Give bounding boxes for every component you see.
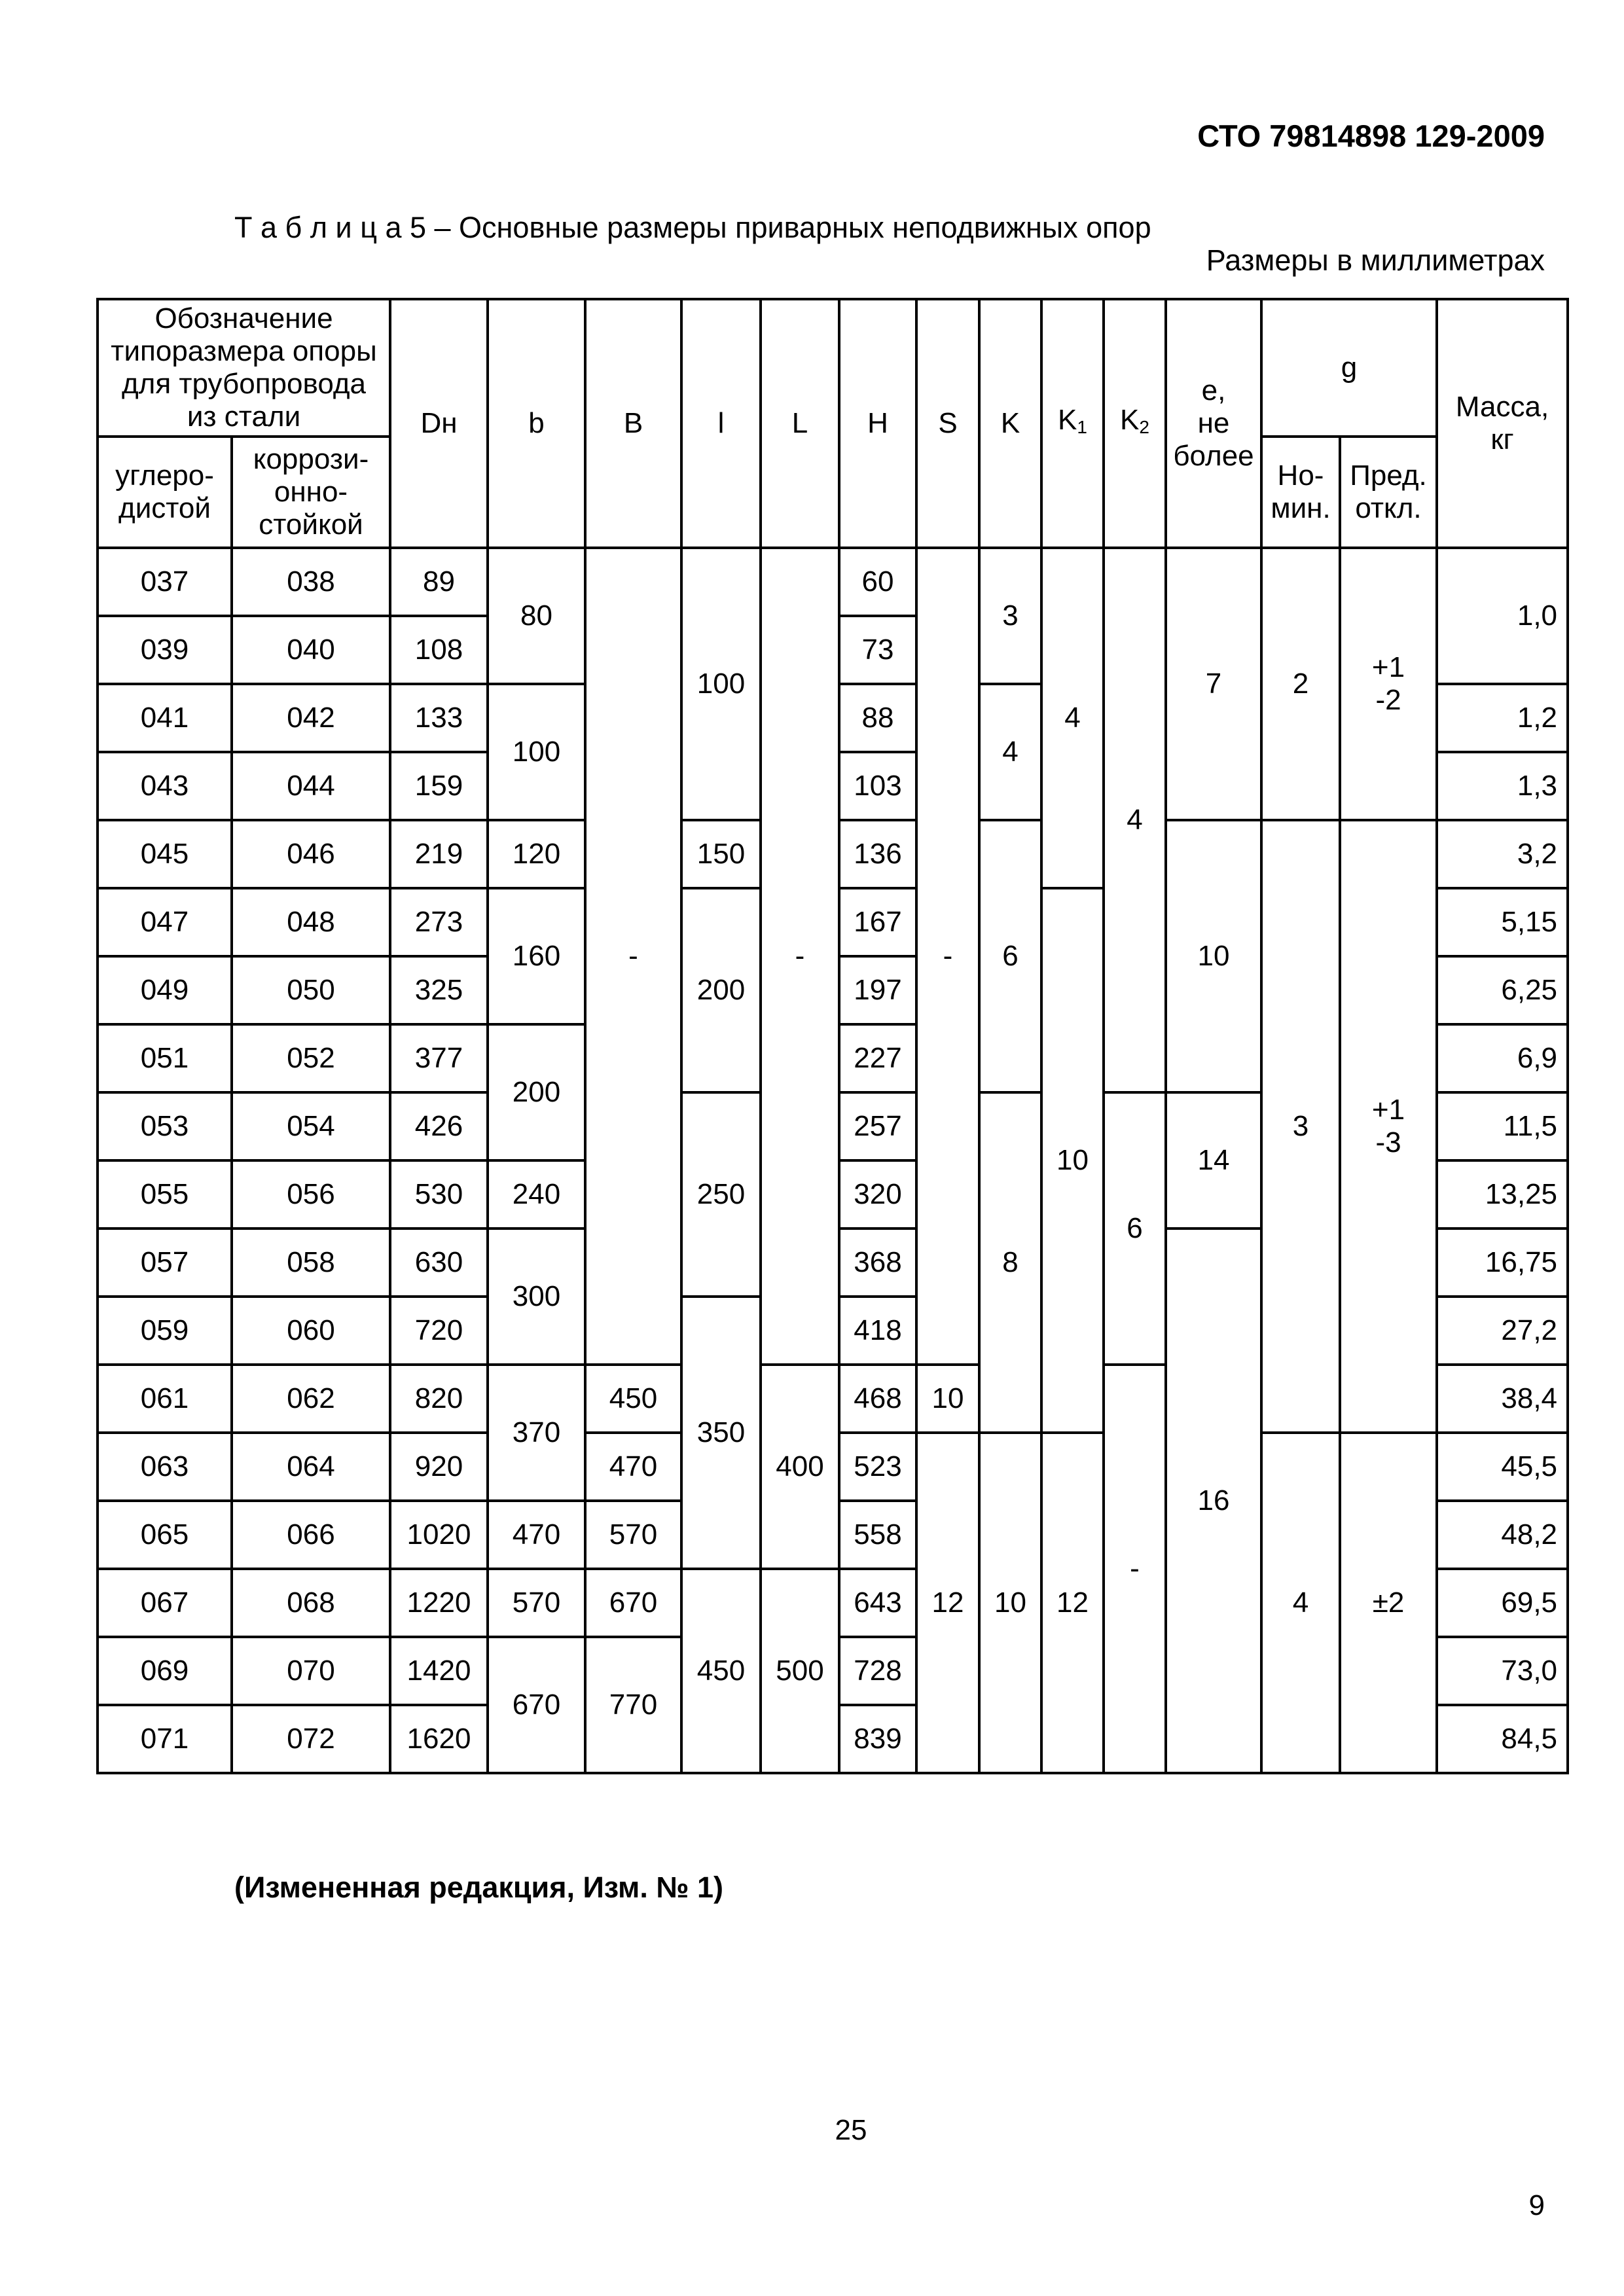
cell-carbon: 057 [98,1229,232,1297]
cell-b: 370 [488,1365,585,1501]
header-l: l [681,299,761,548]
header-g: g [1261,299,1437,437]
cell-H: 167 [839,888,916,956]
cell-carbon: 059 [98,1297,232,1365]
cell-carbon: 061 [98,1365,232,1433]
header-L: L [761,299,839,548]
cell-g-nominal: 4 [1261,1433,1340,1773]
cell-corrosion: 052 [232,1024,390,1092]
sheet-number: 9 [1528,2189,1545,2221]
cell-dn: 1620 [390,1705,488,1773]
cell-H: 60 [839,548,916,616]
cell-b: 670 [488,1637,585,1773]
cell-b: 200 [488,1024,585,1160]
cell-mass: 1,2 [1437,684,1568,752]
cell-e: 14 [1166,1092,1261,1229]
cell-L: 400 [761,1365,839,1569]
amendment-note: (Измененная редакция, Изм. № 1) [234,1871,724,1904]
cell-dn: 89 [390,548,488,616]
cell-carbon: 047 [98,888,232,956]
cell-dn: 377 [390,1024,488,1092]
cell-dn: 325 [390,956,488,1024]
dimensions-table [96,298,1569,1774]
cell-carbon: 065 [98,1501,232,1569]
cell-H: 839 [839,1705,916,1773]
cell-K: 8 [979,1092,1041,1433]
cell-K: 3 [979,548,1041,684]
cell-corrosion: 038 [232,548,390,616]
table-caption: Т а б л и ц а 5 – Основные размеры приварных неподвижных опор [234,211,1151,244]
cell-H: 136 [839,820,916,888]
cell-l: 150 [681,820,761,888]
cell-b: 160 [488,888,585,1024]
cell-corrosion: 062 [232,1365,390,1433]
cell-K: 6 [979,820,1041,1092]
cell-g-deviation: +1 -3 [1340,820,1437,1433]
cell-dn: 133 [390,684,488,752]
cell-dn: 108 [390,616,488,684]
cell-e: 10 [1166,820,1261,1092]
cell-g-deviation: +1 -2 [1340,548,1437,820]
cell-corrosion: 042 [232,684,390,752]
cell-H: 320 [839,1160,916,1229]
cell-mass: 6,25 [1437,956,1568,1024]
cell-corrosion: 058 [232,1229,390,1297]
cell-dn: 530 [390,1160,488,1229]
cell-corrosion: 044 [232,752,390,820]
cell-B: 450 [585,1365,681,1433]
cell-H: 257 [839,1092,916,1160]
cell-mass: 73,0 [1437,1637,1568,1705]
cell-carbon: 067 [98,1569,232,1637]
header-g-deviation: Пред. откл. [1340,437,1437,548]
cell-mass: 11,5 [1437,1092,1568,1160]
cell-mass: 16,75 [1437,1229,1568,1297]
cell-corrosion: 060 [232,1297,390,1365]
cell-H: 643 [839,1569,916,1637]
cell-dn: 1020 [390,1501,488,1569]
header-e: е, не более [1166,299,1261,548]
header-g-nominal: Но- мин. [1261,437,1340,548]
cell-dn: 720 [390,1297,488,1365]
cell-corrosion: 070 [232,1637,390,1705]
page-number: 25 [835,2114,867,2146]
table-row [98,548,1568,616]
cell-H: 88 [839,684,916,752]
header-K1: $K_1$ [1041,299,1104,548]
document-code: СТО 79814898 129-2009 [1197,118,1545,153]
cell-carbon: 041 [98,684,232,752]
cell-l: 350 [681,1297,761,1569]
cell-b: 240 [488,1160,585,1229]
cell-K1: 12 [1041,1433,1104,1773]
header-H: H [839,299,916,548]
header-carbon-steel: углеро- дистой [98,437,232,548]
cell-H: 728 [839,1637,916,1705]
cell-K: 4 [979,684,1041,820]
cell-carbon: 053 [98,1092,232,1160]
cell-H: 523 [839,1433,916,1501]
cell-S: 12 [916,1433,979,1773]
cell-l: 250 [681,1092,761,1297]
cell-B: 470 [585,1433,681,1501]
cell-corrosion: 068 [232,1569,390,1637]
cell-mass: 48,2 [1437,1501,1568,1569]
cell-mass: 69,5 [1437,1569,1568,1637]
cell-carbon: 055 [98,1160,232,1229]
cell-H: 73 [839,616,916,684]
cell-dn: 219 [390,820,488,888]
cell-carbon: 049 [98,956,232,1024]
cell-b: 300 [488,1229,585,1365]
cell-L: - [761,548,839,1365]
cell-K2: 6 [1104,1092,1166,1365]
header-K: K [979,299,1041,548]
cell-H: 558 [839,1501,916,1569]
cell-corrosion: 048 [232,888,390,956]
cell-g-nominal: 3 [1261,820,1340,1433]
cell-B: 770 [585,1637,681,1773]
cell-B: 670 [585,1569,681,1637]
header-K2: $K_2$ [1104,299,1166,548]
cell-mass: 3,2 [1437,820,1568,888]
cell-corrosion: 046 [232,820,390,888]
cell-carbon: 045 [98,820,232,888]
units-note: Размеры в миллиметрах [1206,243,1545,277]
cell-dn: 920 [390,1433,488,1501]
cell-L: 500 [761,1569,839,1773]
cell-S: 10 [916,1365,979,1433]
cell-dn: 1420 [390,1637,488,1705]
cell-H: 468 [839,1365,916,1433]
cell-K1: 10 [1041,888,1104,1433]
cell-carbon: 043 [98,752,232,820]
cell-H: 197 [839,956,916,1024]
cell-corrosion: 072 [232,1705,390,1773]
cell-carbon: 069 [98,1637,232,1705]
header-S: S [916,299,979,548]
cell-corrosion: 054 [232,1092,390,1160]
header-dn: Dн [390,299,488,548]
cell-mass: 1,0 [1437,548,1568,684]
cell-mass: 6,9 [1437,1024,1568,1092]
cell-dn: 426 [390,1092,488,1160]
cell-b: 570 [488,1569,585,1637]
cell-g-deviation: ±2 [1340,1433,1437,1773]
cell-corrosion: 040 [232,616,390,684]
cell-carbon: 037 [98,548,232,616]
cell-B: 570 [585,1501,681,1569]
cell-K1: 4 [1041,548,1104,888]
cell-B: - [585,548,681,1365]
cell-b: 100 [488,684,585,820]
cell-dn: 273 [390,888,488,956]
cell-H: 103 [839,752,916,820]
cell-corrosion: 056 [232,1160,390,1229]
cell-carbon: 063 [98,1433,232,1501]
cell-mass: 13,25 [1437,1160,1568,1229]
cell-dn: 630 [390,1229,488,1297]
cell-dn: 159 [390,752,488,820]
cell-b: 80 [488,548,585,684]
header-B: B [585,299,681,548]
cell-e: 16 [1166,1229,1261,1773]
cell-K2: 4 [1104,548,1166,1092]
cell-dn: 1220 [390,1569,488,1637]
cell-K: 10 [979,1433,1041,1773]
cell-carbon: 051 [98,1024,232,1092]
cell-K2: - [1104,1365,1166,1773]
header-designation: Обозначение типоразмера опоры для трубопровода из стали [98,299,390,437]
header-corrosion-resistant: коррози- онно- стойкой [232,437,390,548]
cell-mass: 45,5 [1437,1433,1568,1501]
cell-mass: 38,4 [1437,1365,1568,1433]
cell-H: 368 [839,1229,916,1297]
cell-b: 470 [488,1501,585,1569]
cell-carbon: 039 [98,616,232,684]
cell-corrosion: 064 [232,1433,390,1501]
cell-mass: 1,3 [1437,752,1568,820]
cell-mass: 27,2 [1437,1297,1568,1365]
cell-mass: 5,15 [1437,888,1568,956]
cell-b: 120 [488,820,585,888]
cell-l: 450 [681,1569,761,1773]
cell-S: - [916,548,979,1365]
cell-l: 200 [681,888,761,1092]
header-b: b [488,299,585,548]
cell-g-nominal: 2 [1261,548,1340,820]
cell-corrosion: 066 [232,1501,390,1569]
cell-e: 7 [1166,548,1261,820]
cell-carbon: 071 [98,1705,232,1773]
cell-l: 100 [681,548,761,820]
cell-H: 418 [839,1297,916,1365]
header-mass: Масса, кг [1437,299,1568,548]
cell-corrosion: 050 [232,956,390,1024]
cell-H: 227 [839,1024,916,1092]
cell-mass: 84,5 [1437,1705,1568,1773]
cell-dn: 820 [390,1365,488,1433]
